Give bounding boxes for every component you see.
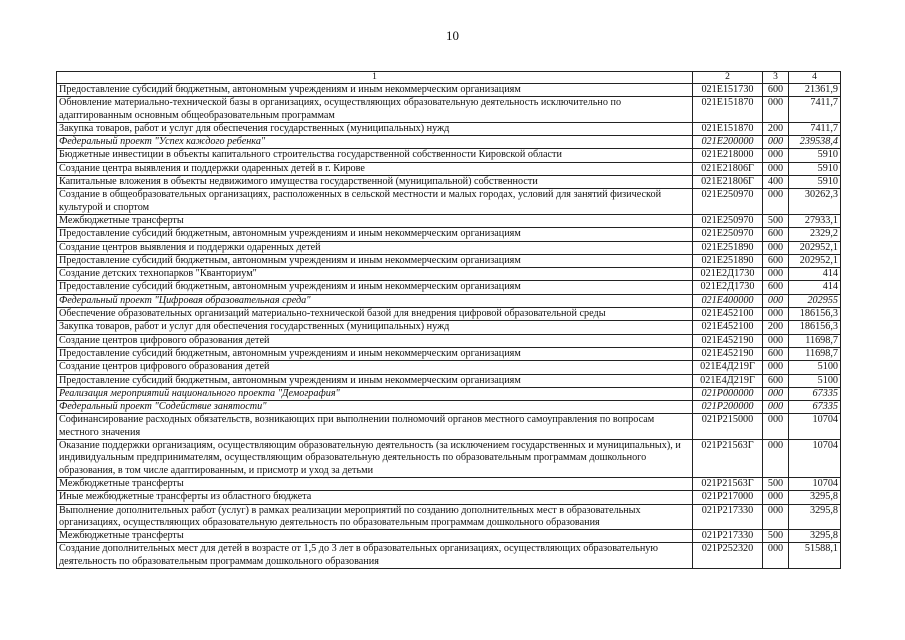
table-row	[57, 334, 841, 347]
table-row	[57, 543, 841, 569]
row-name-cell: Обеспечение образовательных организаций материально-технической базой для внедрения цифровой образовательной среды	[57, 308, 693, 321]
row-name-cell: Предоставление субсидий бюджетным, автономным учреждениям и иным некоммерческим организациям	[57, 281, 693, 294]
row-sum-cell: 2329,2	[789, 228, 841, 241]
row-sum-cell: 10704	[789, 440, 841, 478]
row-sum-cell: 5100	[789, 361, 841, 374]
row-name-cell: Межбюджетные трансферты	[57, 477, 693, 490]
row-sum-cell: 21361,9	[789, 84, 841, 97]
row-name-cell: Капитальные вложения в объекты недвижимого имущества государственной (муниципальной) собственности	[57, 176, 693, 189]
row-name-cell: Закупка товаров, работ и услуг для обеспечения государственных (муниципальных) нужд	[57, 122, 693, 135]
row-vr-cell: 000	[763, 294, 789, 307]
row-name-cell: Создание в общеобразовательных организациях, расположенных в сельской местности и малых городах, условий для занятий физической культурой и спортом	[57, 189, 693, 215]
row-vr-cell: 000	[763, 491, 789, 504]
row-code-cell: 021E21806Г	[693, 162, 763, 175]
table-row	[57, 477, 841, 490]
row-code-cell: 021E400000	[693, 294, 763, 307]
row-code-cell: 021P200000	[693, 401, 763, 414]
row-name-cell: Федеральный проект "Содействие занятости"	[57, 401, 693, 414]
row-code-cell: 021E21806Г	[693, 176, 763, 189]
row-sum-cell: 27933,1	[789, 214, 841, 227]
table-row	[57, 241, 841, 254]
table-row	[57, 347, 841, 360]
row-code-cell: 021E2Д1730	[693, 268, 763, 281]
row-name-cell: Оказание поддержки организациям, осуществляющим образовательную деятельность (за исключением государственных и муниципальных), и индивидуальным предпринимателям, осуществляющим образовательную деятельность по образовательным программам дошкольного образования, в том числе адаптированным, и присмотр и уход за детьми	[57, 440, 693, 478]
row-code-cell: 021E250970	[693, 214, 763, 227]
row-vr-cell: 000	[763, 268, 789, 281]
row-vr-cell: 000	[763, 414, 789, 440]
row-name-cell: Создание центров цифрового образования детей	[57, 334, 693, 347]
row-name-cell: Создание центров цифрового образования детей	[57, 361, 693, 374]
row-name-cell: Создание дополнительных мест для детей в возрасте от 1,5 до 3 лет в образовательных организациях, осуществляющих образовательную деятельность по образовательным программам дошкольного образования	[57, 543, 693, 569]
row-name-cell: Создание центра выявления и поддержки одаренных детей в г. Кирове	[57, 162, 693, 175]
row-name-cell: Обновление материально-технической базы в организациях, осуществляющих образовательную деятельность исключительно по адаптированным основным общеобразовательным программам	[57, 97, 693, 123]
row-vr-cell: 600	[763, 281, 789, 294]
row-vr-cell: 000	[763, 387, 789, 400]
row-name-cell: Закупка товаров, работ и услуг для обеспечения государственных (муниципальных) нужд	[57, 321, 693, 334]
table-row	[57, 176, 841, 189]
table-row	[57, 136, 841, 149]
page-number: 10	[446, 28, 459, 43]
row-name-cell: Предоставление субсидий бюджетным, автономным учреждениям и иным некоммерческим организациям	[57, 374, 693, 387]
row-sum-cell: 67335	[789, 401, 841, 414]
row-vr-cell: 000	[763, 401, 789, 414]
row-code-cell: 021E251890	[693, 254, 763, 267]
row-code-cell: 021P21563Г	[693, 477, 763, 490]
table-row	[57, 504, 841, 530]
row-code-cell: 021P217330	[693, 530, 763, 543]
row-code-cell: 021E251890	[693, 241, 763, 254]
row-sum-cell: 5100	[789, 374, 841, 387]
row-name-cell: Предоставление субсидий бюджетным, автономным учреждениям и иным некоммерческим организациям	[57, 347, 693, 360]
table-header-row	[57, 72, 841, 84]
table-row	[57, 149, 841, 162]
row-sum-cell: 10704	[789, 414, 841, 440]
row-sum-cell: 7411,7	[789, 97, 841, 123]
header-code: 2	[693, 72, 763, 84]
row-sum-cell: 11698,7	[789, 347, 841, 360]
row-code-cell: 021P000000	[693, 387, 763, 400]
row-name-cell: Предоставление субсидий бюджетным, автономным учреждениям и иным некоммерческим организациям	[57, 254, 693, 267]
header-name: 1	[57, 72, 693, 84]
row-vr-cell: 600	[763, 374, 789, 387]
row-vr-cell: 000	[763, 334, 789, 347]
table-row	[57, 214, 841, 227]
row-code-cell: 021P252320	[693, 543, 763, 569]
row-code-cell: 021E250970	[693, 189, 763, 215]
row-sum-cell: 3295,8	[789, 491, 841, 504]
row-vr-cell: 500	[763, 214, 789, 227]
row-vr-cell: 000	[763, 241, 789, 254]
row-code-cell: 021E4Д219Г	[693, 374, 763, 387]
table-row	[57, 189, 841, 215]
row-name-cell: Создание центров выявления и поддержки одаренных детей	[57, 241, 693, 254]
row-code-cell: 021E452100	[693, 321, 763, 334]
row-vr-cell: 400	[763, 176, 789, 189]
table-row	[57, 281, 841, 294]
row-code-cell: 021P217000	[693, 491, 763, 504]
row-vr-cell: 600	[763, 254, 789, 267]
row-name-cell: Межбюджетные трансферты	[57, 530, 693, 543]
table-row	[57, 361, 841, 374]
row-code-cell: 021P217330	[693, 504, 763, 530]
row-sum-cell: 3295,8	[789, 530, 841, 543]
table-row	[57, 491, 841, 504]
table-row	[57, 387, 841, 400]
table-row	[57, 268, 841, 281]
row-sum-cell: 5910	[789, 149, 841, 162]
row-vr-cell: 600	[763, 228, 789, 241]
row-name-cell: Реализация мероприятий национального проекта "Демография"	[57, 387, 693, 400]
row-name-cell: Федеральный проект "Успех каждого ребенка"	[57, 136, 693, 149]
table-row	[57, 530, 841, 543]
table-row	[57, 254, 841, 267]
table-row	[57, 440, 841, 478]
row-sum-cell: 414	[789, 281, 841, 294]
row-vr-cell: 500	[763, 530, 789, 543]
row-vr-cell: 600	[763, 347, 789, 360]
row-vr-cell: 000	[763, 504, 789, 530]
row-code-cell: 021E452100	[693, 308, 763, 321]
row-code-cell: 021E200000	[693, 136, 763, 149]
row-code-cell: 021E4Д219Г	[693, 361, 763, 374]
row-code-cell: 021E452190	[693, 347, 763, 360]
row-name-cell: Межбюджетные трансферты	[57, 214, 693, 227]
table-row	[57, 401, 841, 414]
row-vr-cell: 000	[763, 308, 789, 321]
row-sum-cell: 30262,3	[789, 189, 841, 215]
row-vr-cell: 600	[763, 84, 789, 97]
row-sum-cell: 5910	[789, 176, 841, 189]
row-code-cell: 021E151730	[693, 84, 763, 97]
table-row	[57, 414, 841, 440]
row-name-cell: Иные межбюджетные трансферты из областного бюджета	[57, 491, 693, 504]
row-vr-cell: 000	[763, 136, 789, 149]
row-sum-cell: 202952,1	[789, 254, 841, 267]
header-sum: 4	[789, 72, 841, 84]
table-row	[57, 162, 841, 175]
row-sum-cell: 7411,7	[789, 122, 841, 135]
table-row	[57, 321, 841, 334]
row-sum-cell: 202955	[789, 294, 841, 307]
row-code-cell: 021P21563Г	[693, 440, 763, 478]
row-name-cell: Выполнение дополнительных работ (услуг) в рамках реализации мероприятий по созданию дополнительных мест в образовательных организациях, осуществляющих образовательную деятельность по образовательным программам дошкольного образования	[57, 504, 693, 530]
row-code-cell: 021E218000	[693, 149, 763, 162]
header-vr: 3	[763, 72, 789, 84]
row-code-cell: 021E2Д1730	[693, 281, 763, 294]
table-row	[57, 228, 841, 241]
row-sum-cell: 202952,1	[789, 241, 841, 254]
row-vr-cell: 000	[763, 149, 789, 162]
row-vr-cell: 000	[763, 189, 789, 215]
row-vr-cell: 000	[763, 543, 789, 569]
table-row	[57, 374, 841, 387]
row-code-cell: 021E452190	[693, 334, 763, 347]
row-vr-cell: 500	[763, 477, 789, 490]
table-row	[57, 84, 841, 97]
row-sum-cell: 11698,7	[789, 334, 841, 347]
row-sum-cell: 186156,3	[789, 308, 841, 321]
row-name-cell: Бюджетные инвестиции в объекты капитального строительства государственной собственности Кировской области	[57, 149, 693, 162]
row-code-cell: 021E151870	[693, 122, 763, 135]
row-code-cell: 021E250970	[693, 228, 763, 241]
row-name-cell: Федеральный проект "Цифровая образовательная среда"	[57, 294, 693, 307]
row-code-cell: 021E151870	[693, 97, 763, 123]
row-name-cell: Софинансирование расходных обязательств, возникающих при выполнении полномочий органов местного самоуправления по вопросам местного значения	[57, 414, 693, 440]
budget-table	[56, 71, 841, 569]
row-vr-cell: 000	[763, 97, 789, 123]
row-name-cell: Создание детских технопарков "Кванториум"	[57, 268, 693, 281]
row-name-cell: Предоставление субсидий бюджетным, автономным учреждениям и иным некоммерческим организациям	[57, 228, 693, 241]
table-row	[57, 294, 841, 307]
row-sum-cell: 67335	[789, 387, 841, 400]
table-row	[57, 97, 841, 123]
row-sum-cell: 3295,8	[789, 504, 841, 530]
row-sum-cell: 186156,3	[789, 321, 841, 334]
row-vr-cell: 000	[763, 361, 789, 374]
table-row	[57, 308, 841, 321]
row-sum-cell: 5910	[789, 162, 841, 175]
row-sum-cell: 10704	[789, 477, 841, 490]
row-vr-cell: 200	[763, 321, 789, 334]
row-vr-cell: 200	[763, 122, 789, 135]
row-vr-cell: 000	[763, 440, 789, 478]
row-vr-cell: 000	[763, 162, 789, 175]
row-sum-cell: 51588,1	[789, 543, 841, 569]
row-sum-cell: 414	[789, 268, 841, 281]
row-code-cell: 021P215000	[693, 414, 763, 440]
row-sum-cell: 239538,4	[789, 136, 841, 149]
row-name-cell: Предоставление субсидий бюджетным, автономным учреждениям и иным некоммерческим организациям	[57, 84, 693, 97]
table-row	[57, 122, 841, 135]
